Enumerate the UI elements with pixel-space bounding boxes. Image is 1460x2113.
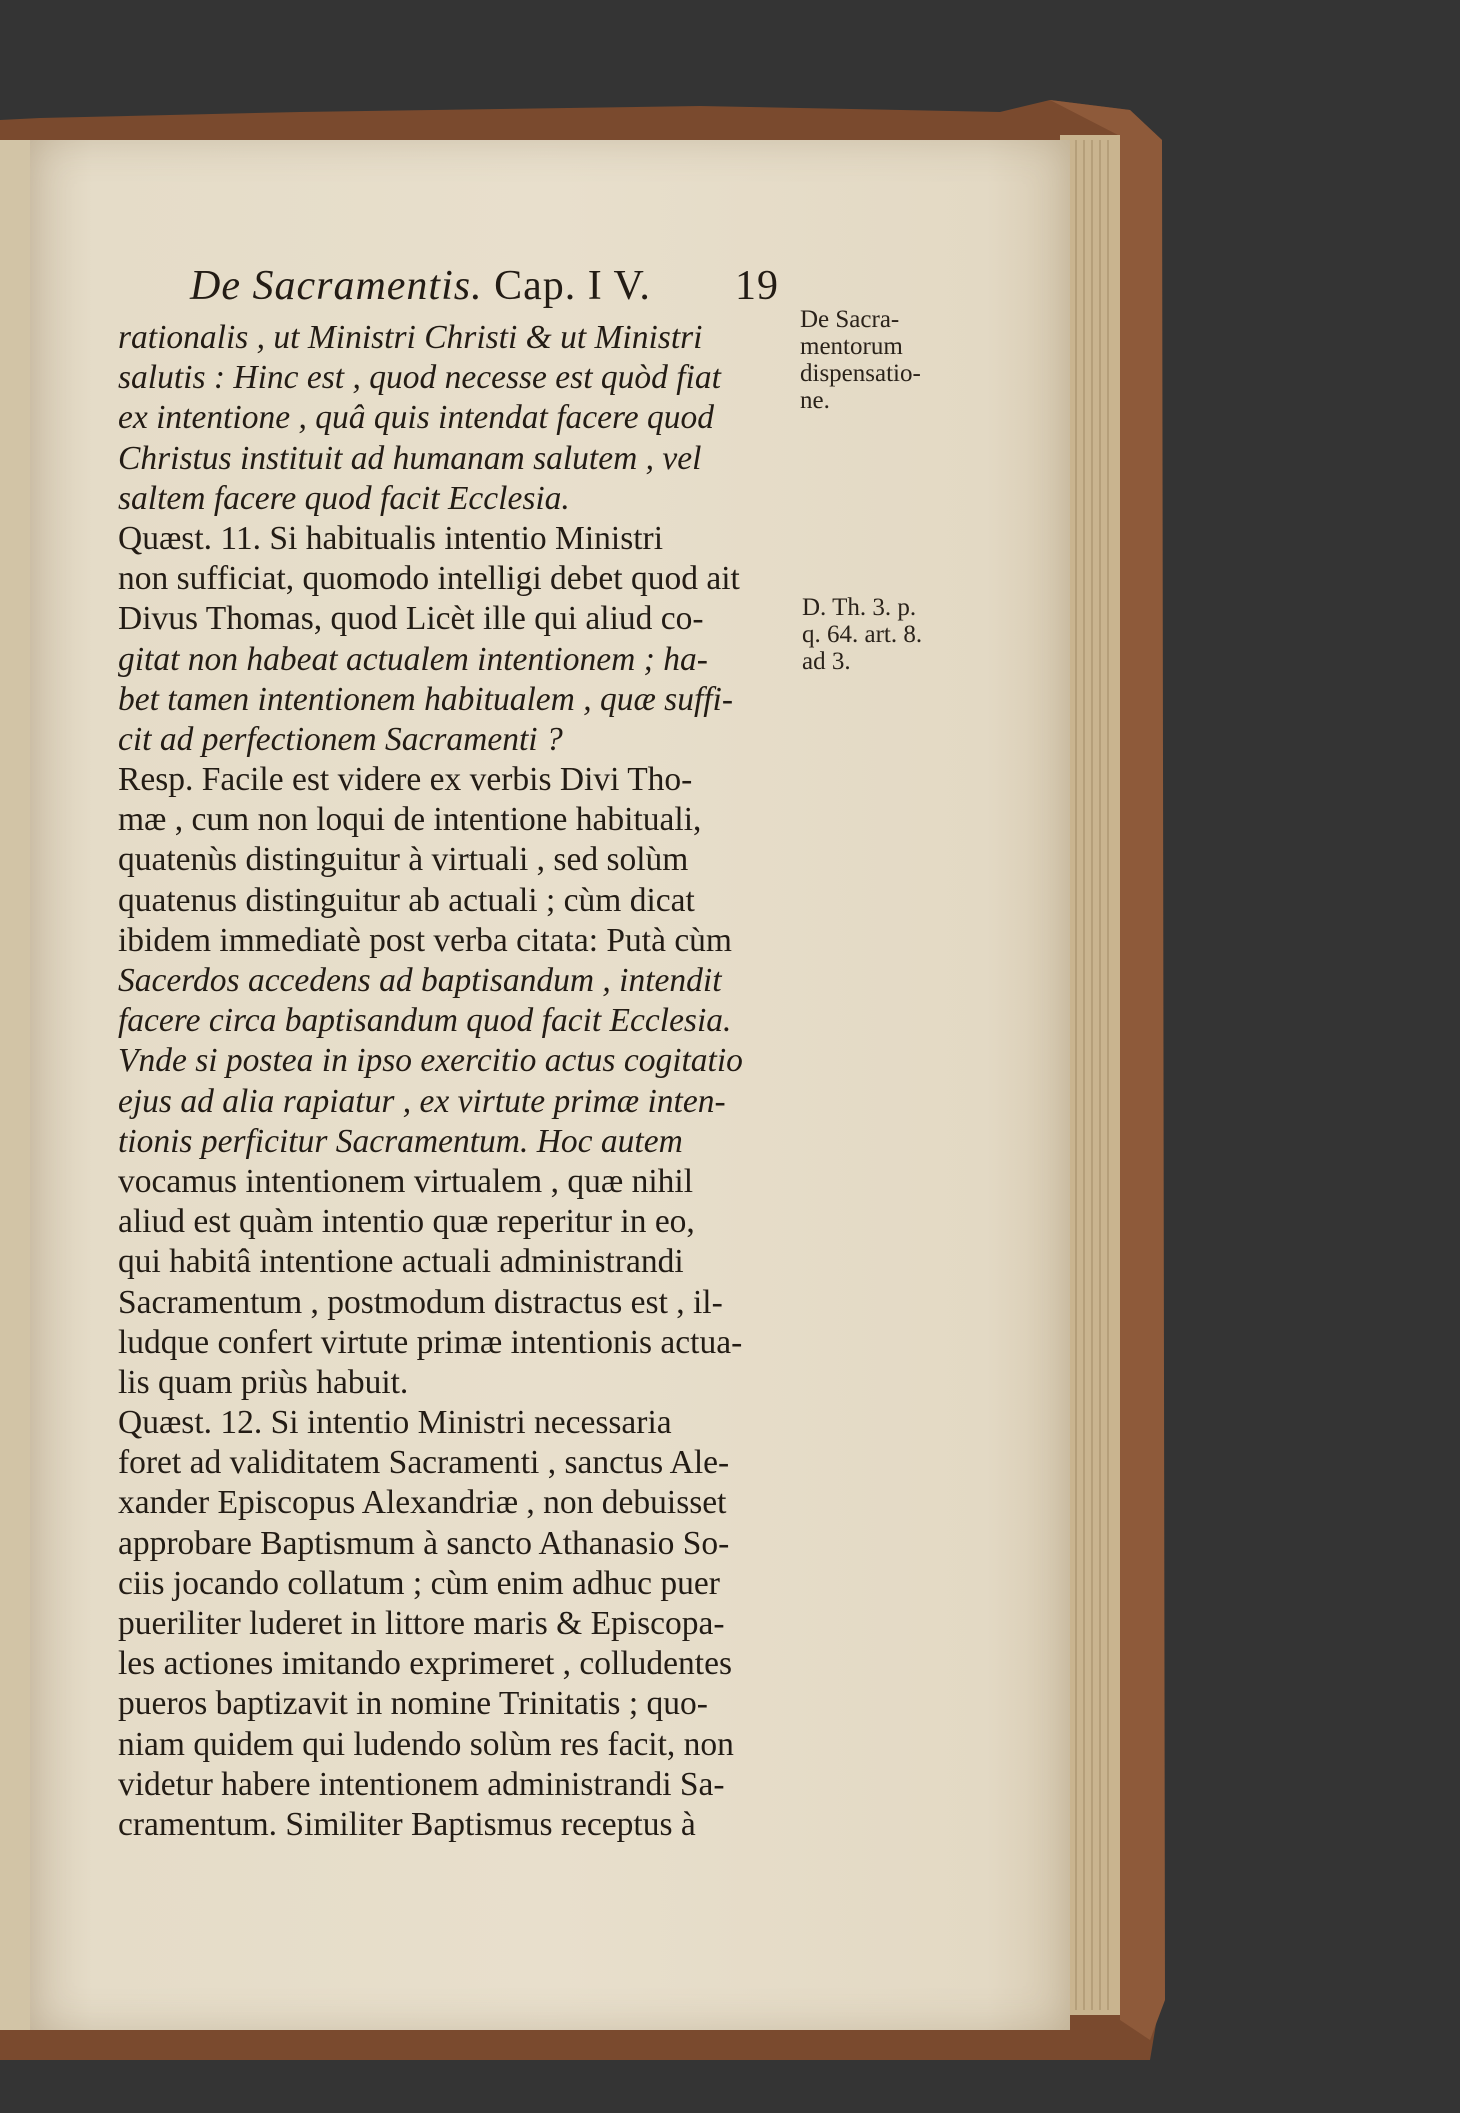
text-line: les actiones imitando exprimeret , colludentes	[118, 1645, 732, 1683]
text-line: Divus Thomas, quod Licèt ille qui aliud co-	[118, 600, 704, 638]
text-line: bet tamen intentionem habitualem , quæ suffi-	[118, 680, 734, 718]
text-line: vocamus intentionem virtualem , quæ nihil	[118, 1162, 693, 1200]
text-line: ciis jocando collatum ; cùm enim adhuc puer	[118, 1564, 720, 1602]
text-line: rationalis , ut Ministri Christi & ut Ministri	[118, 319, 703, 356]
margin-note-line: dispensatio-	[800, 360, 921, 387]
text-line: Quæst. 12. Si intentio Ministri necessaria	[118, 1404, 672, 1442]
header-title: De Sacramentis.	[190, 263, 483, 309]
text-line: Vnde si postea in ipso exercitio actus cogitatio	[118, 1042, 743, 1080]
page-number: 19	[735, 263, 779, 309]
text-line: aliud est quàm intentio quæ reperitur in eo,	[118, 1203, 695, 1241]
running-header	[190, 262, 779, 310]
text-line: quatenùs distinguitur à virtuali , sed solùm	[118, 841, 689, 879]
text-line: niam quidem qui ludendo solùm res facit, non	[118, 1725, 734, 1763]
text-line: pueriliter luderet in littore maris & Episcopa-	[118, 1605, 725, 1642]
margin-note-sacramentorum	[800, 306, 921, 414]
text-line: non sufficiat, quomodo intelligi debet quod ait	[118, 560, 740, 598]
text-line: cramentum. Similiter Baptismus receptus à	[118, 1805, 696, 1843]
margin-note-reference	[802, 594, 922, 675]
text-line: pueros baptizavit in nomine Trinitatis ; quo-	[118, 1685, 708, 1723]
text-line: facere circa baptisandum quod facit Ecclesia.	[118, 1002, 732, 1040]
text-line: Sacramentum , postmodum distractus est , il-	[118, 1283, 723, 1321]
text-line: mæ , cum non loqui de intentione habituali,	[118, 801, 702, 839]
text-line: xander Episcopus Alexandriæ , non debuisset	[118, 1484, 727, 1522]
text-line: Quæst. 11. Si habitualis intentio Ministri	[118, 519, 664, 557]
text-line: ex intentione , quâ quis intendat facere quod	[118, 399, 715, 437]
text-line: foret ad validitatem Sacramenti , sanctus Ale-	[118, 1444, 730, 1482]
text-line: salutis : Hinc est , quod necesse est quòd fiat	[118, 359, 721, 397]
text-line: saltem facere quod facit Ecclesia.	[118, 479, 570, 517]
text-line: videtur habere intentionem administrandi Sa-	[118, 1765, 725, 1803]
margin-note-line: De Sacra-	[800, 306, 900, 333]
text-line: Christus instituit ad humanam salutem , vel	[118, 439, 702, 477]
text-line: ludque confert virtute primæ intentionis actua-	[118, 1323, 743, 1361]
body-text	[118, 318, 818, 1845]
margin-note-line: D. Th. 3. p.	[802, 594, 917, 621]
text-line: Resp. Facile est videre ex verbis Divi Tho-	[118, 761, 693, 799]
text-line: ibidem immediatè post verba citata: Putà cùm	[118, 921, 732, 959]
text-line: Sacerdos accedens ad baptisandum , intendit	[118, 962, 722, 999]
text-line: cit ad perfectionem Sacramenti ?	[118, 720, 563, 758]
text-line: lis quam priùs habuit.	[118, 1363, 409, 1401]
margin-note-line: ne.	[800, 387, 830, 414]
text-line: quatenus distinguitur ab actuali ; cùm dicat	[118, 881, 695, 919]
text-line: qui habitâ intentione actuali administrandi	[118, 1243, 684, 1281]
margin-note-line: ad 3.	[802, 648, 851, 675]
margin-note-line: mentorum	[800, 333, 903, 360]
text-line: gitat non habeat actualem intentionem ; ha-	[118, 640, 708, 678]
text-line: approbare Baptismum à sancto Athanasio So-	[118, 1524, 730, 1562]
header-chapter: Cap. I V.	[494, 263, 651, 309]
text-line: ejus ad alia rapiatur , ex virtute primæ inten-	[118, 1082, 726, 1120]
margin-note-line: q. 64. art. 8.	[802, 621, 923, 648]
text-line: tionis perficitur Sacramentum. Hoc autem	[118, 1122, 683, 1160]
